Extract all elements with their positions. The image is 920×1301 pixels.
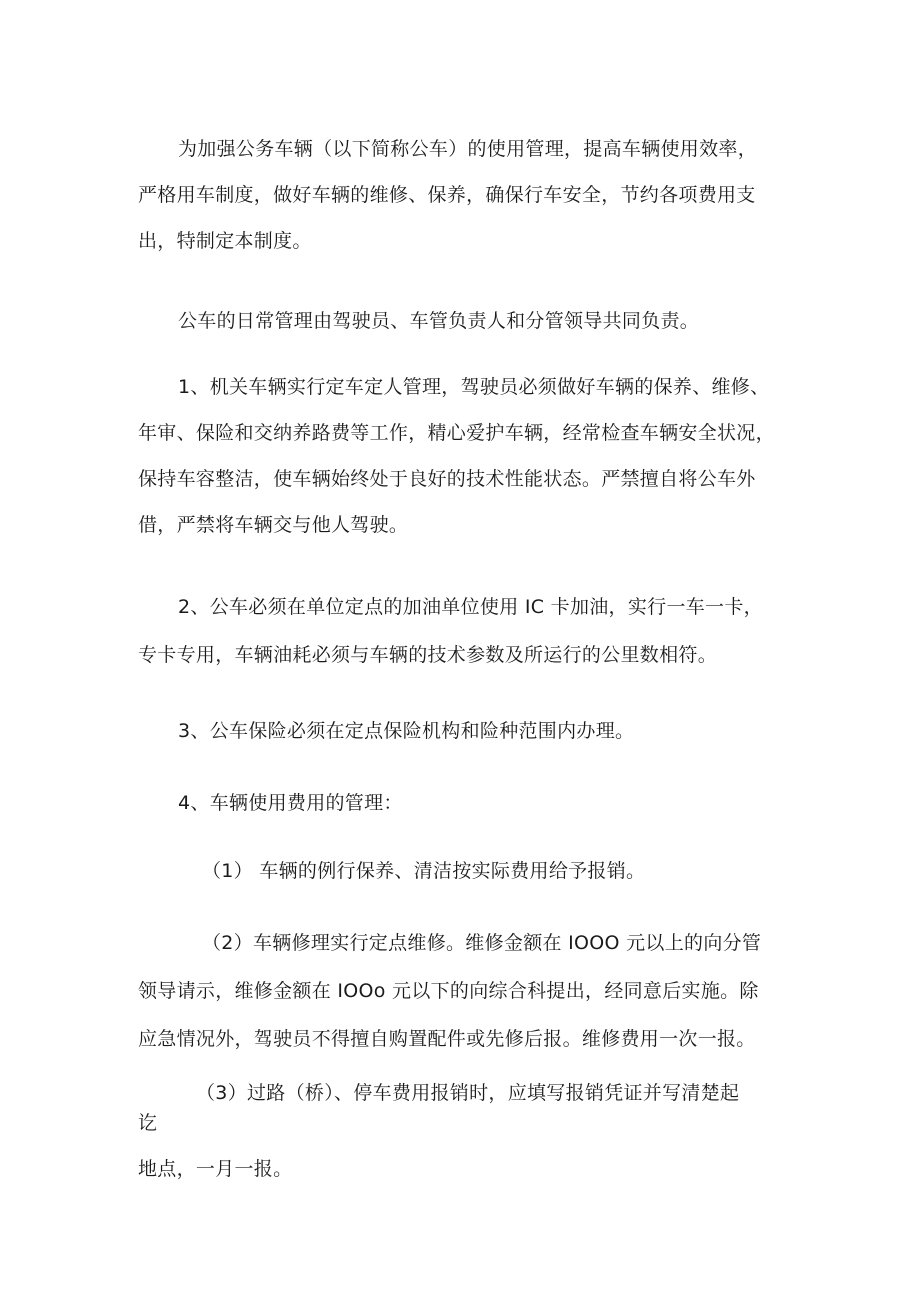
item-3: 3、公车保险必须在定点保险机构和险种范围内办理。	[178, 720, 635, 742]
item-4-heading: 4、车辆使用费用的管理：	[178, 792, 403, 814]
paragraph-intro-line-2: 严格用车制度，做好车辆的维修、保养，确保行车安全，节约各项费用支	[138, 184, 756, 206]
paragraph-daily-management: 公车的日常管理由驾驶员、车管负责人和分管领导共同负责。	[178, 310, 700, 332]
item-4-sub-3-line-3: 地点，一月一报。	[138, 1158, 293, 1180]
paragraph-intro-line-1: 为加强公务车辆（以下简称公车）的使用管理，提高车辆使用效率，	[178, 138, 758, 160]
item-2-line-1: 2、公车必须在单位定点的加油单位使用 IC 卡加油，实行一车一卡，	[178, 596, 763, 618]
item-1-line-3: 保持车容整洁，使车辆始终处于良好的技术性能状态。严禁擅自将公车外	[138, 468, 756, 490]
item-4-sub-3-line-1: （3）过路（桥）、停车费用报销时，应填写报销凭证并写清楚起	[196, 1082, 740, 1104]
item-4-sub-3-line-2: 讫	[138, 1112, 158, 1134]
item-4-sub-2-line-1: （2）车辆修理实行定点维修。维修金额在 IOOO 元以上的向分管	[202, 932, 762, 954]
item-4-sub-1: （1） 车辆的例行保养、清洁按实际费用给予报销。	[202, 860, 646, 882]
item-1-line-4: 借，严禁将车辆交与他人驾驶。	[138, 514, 409, 536]
item-4-sub-2-line-3: 应急情况外，驾驶员不得擅自购置配件或先修后报。维修费用一次一报。	[138, 1028, 756, 1050]
item-2-line-2: 专卡专用，车辆油耗必须与车辆的技术参数及所运行的公里数相符。	[138, 644, 718, 666]
paragraph-intro-line-3: 出，特制定本制度。	[138, 230, 312, 252]
item-1-line-2: 年审、保险和交纳养路费等工作，精心爱护车辆，经常检查车辆安全状况，	[138, 422, 775, 444]
item-1-line-1: 1、机关车辆实行定车定人管理，驾驶员必须做好车辆的保养、维修、	[178, 376, 770, 398]
item-4-sub-2-line-2: 领导请示，维修金额在 IOOo 元以下的向综合科提出，经同意后实施。除	[138, 980, 759, 1002]
